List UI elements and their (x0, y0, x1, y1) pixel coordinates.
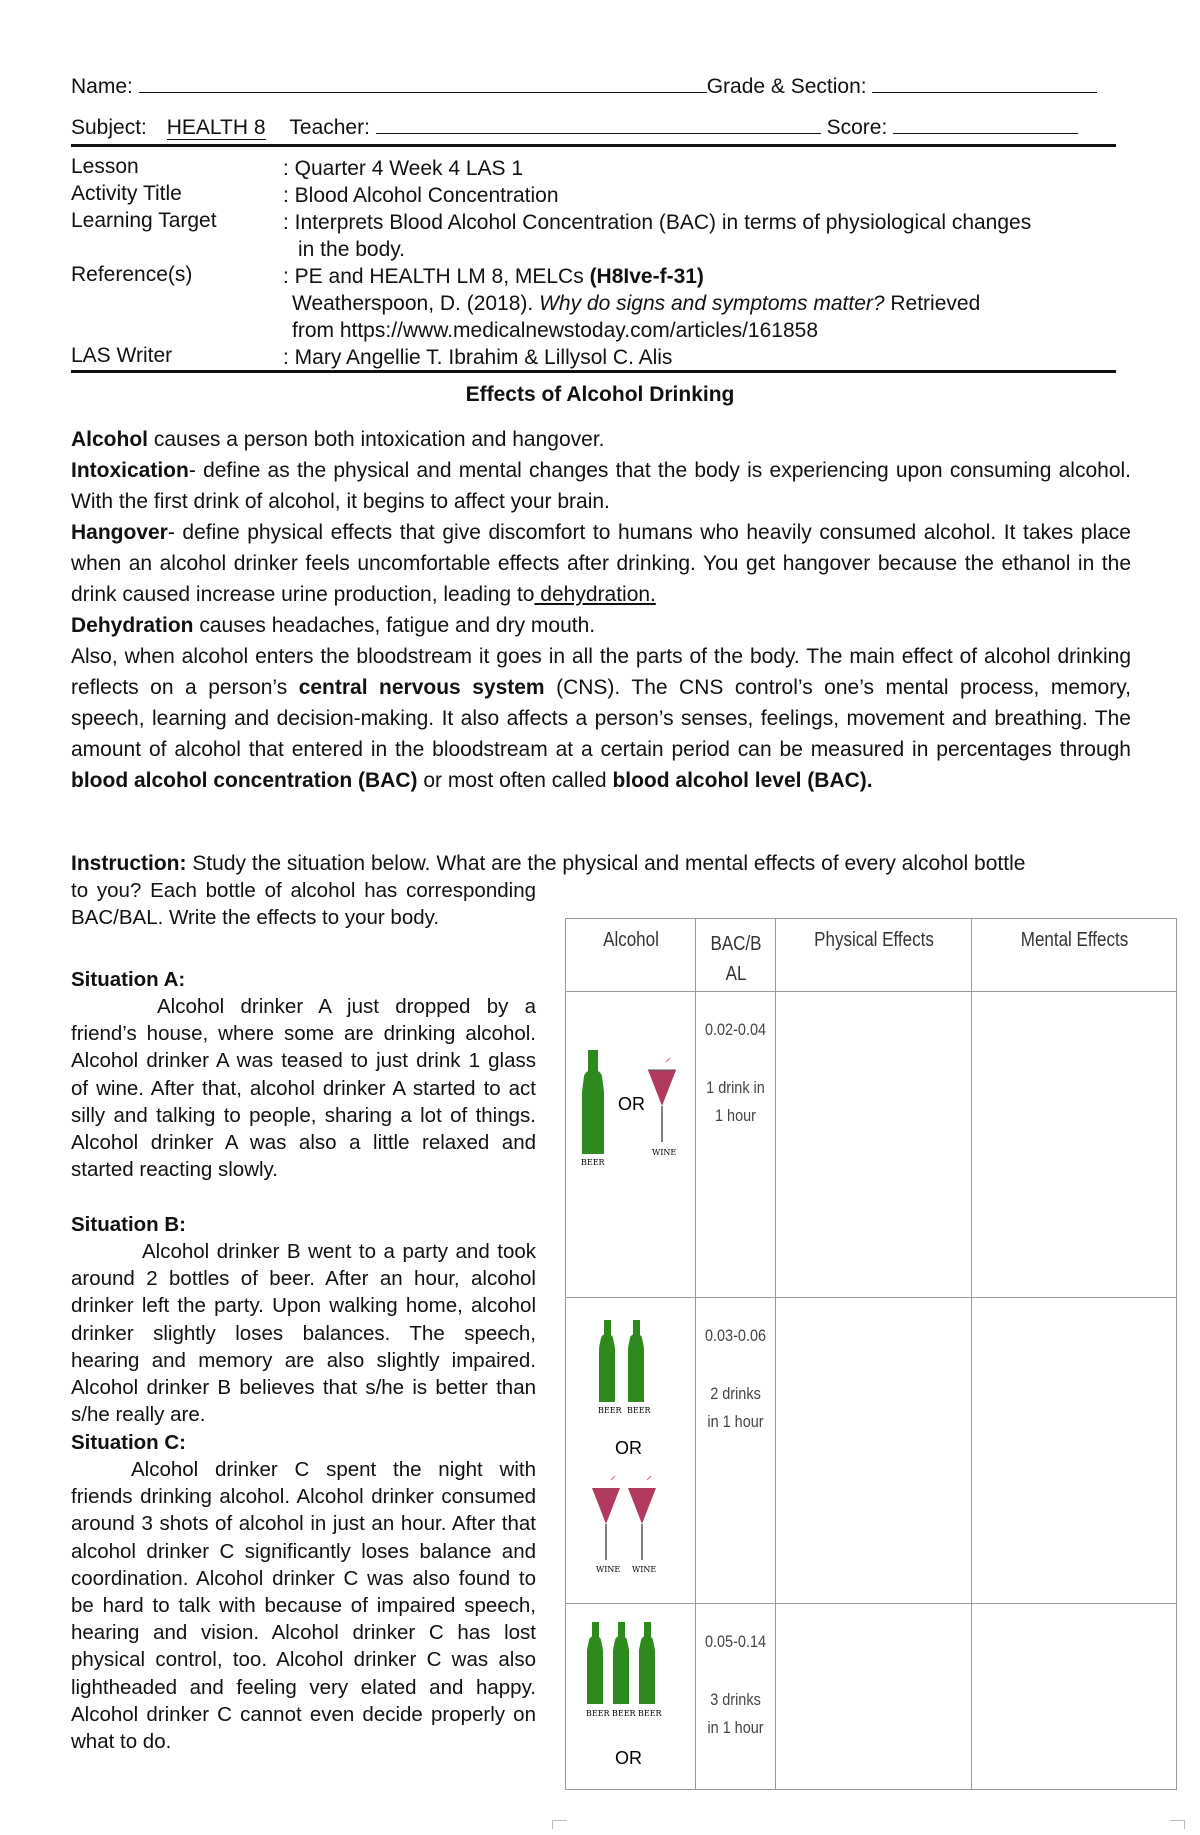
writer-value: : Mary Angellie T. Ibrahim & Lillysol C. Alis (283, 346, 673, 369)
paragraph-dehydration (71, 610, 1131, 641)
beer-or-wine-icon (566, 992, 696, 1292)
table-row-c (566, 1604, 1177, 1790)
situation-a-text: Alcohol drinker A just dropped by a friend’s house, where some are drinking alcohol. Alcohol drinker A was teased to just drink 1 glass of wine. After that, alcohol drinker A started to act silly and talking to people, sharing a lot of things. Alcohol drinker A was also a little relaxed and started reacting slowly. (71, 995, 536, 1182)
melc-code: (H8Ive-f-31) (589, 265, 704, 288)
or-label-a: OR (618, 1094, 645, 1114)
header-bac (702, 919, 770, 992)
name-row (71, 72, 1097, 99)
citation-retrieved: Retrieved (884, 292, 981, 315)
subject-row (71, 113, 1078, 140)
mental-effects-a[interactable] (972, 992, 1177, 1298)
header-divider (71, 144, 1116, 147)
bac-range-b: 0.03-0.06 (704, 1326, 767, 1345)
activity-value: : Blood Alcohol Concentration (283, 184, 559, 207)
header-physical: Physical Effects (790, 919, 957, 992)
wine-label: WINE (632, 1565, 657, 1574)
subject-label: Subject: (71, 116, 147, 139)
beer-label: BEER (638, 1709, 662, 1718)
reference-line2 (292, 290, 1152, 317)
header-mental: Mental Effects (987, 919, 1161, 992)
beer-label: BEER (627, 1406, 651, 1415)
paragraph-alcohol (71, 424, 1131, 455)
bac-cell-c (696, 1604, 776, 1790)
three-beers-icon (566, 1604, 696, 1784)
beer-label: BEER (586, 1709, 610, 1718)
corner-mark-left (552, 1820, 567, 1829)
teacher-label: Teacher: (289, 116, 370, 139)
term-dehydration: Dehydration (71, 614, 194, 637)
score-field[interactable] (893, 113, 1078, 134)
header-bac-text: BAC/BAL (709, 933, 762, 985)
reference-line1 (283, 263, 1143, 290)
bac-cell-a (696, 992, 776, 1298)
writer-label: LAS Writer (71, 344, 173, 367)
corner-mark-right (1170, 1820, 1185, 1829)
grade-label: Grade & Section: (706, 75, 867, 98)
reference-line3: from https://www.medicalnewstoday.com/articles/161858 (292, 319, 819, 342)
beer-label: BEER (612, 1709, 636, 1718)
term-hangover: Hangover (71, 521, 168, 544)
dehydration-link: dehydration. (534, 583, 656, 606)
term-bac: blood alcohol concentration (BAC) (71, 769, 418, 792)
paragraph-hangover (71, 517, 1131, 610)
drinks-a-line1: 1 drink in (706, 1078, 765, 1097)
situation-b-text: Alcohol drinker B went to a party and took around 2 bottles of beer. After an hour, alcohol drinker left the party. Upon walking home, alcohol drinker slightly loses balances. The speech, hearing and memory are also slightly impaired. Alcohol drinker B believes that s/he is better than s/he really are. (71, 1240, 536, 1427)
intoxication-text: - define as the physical and mental changes that the body is experiencing upon consuming alcohol. With the first drink of alcohol, it begins to affect your brain. (71, 459, 1131, 513)
name-label: Name: (71, 75, 133, 98)
citation-author: Weatherspoon, D. (2018). (292, 292, 540, 315)
term-intoxication: Intoxication (71, 459, 189, 482)
situation-c-text: Alcohol drinker C spent the night with friends drinking alcohol. Alcohol drinker consumed around 3 shots of alcohol in just an hour. After that alcohol drinker C significantly loses balance and coordination. Alcohol drinker C was also found to be hard to talk with because of impaired speech, hearing and vision. Alcohol drinker C has lost physical control, too. Alcohol drinker C was also lightheaded and feeling very elated and happy. Alcohol drinker C cannot even decide properly on what to do. (71, 1458, 536, 1754)
citation-title: Why do signs and symptoms matter? (539, 292, 885, 315)
effects-table (565, 918, 1177, 1790)
target-label: Learning Target (71, 209, 217, 232)
name-field[interactable] (139, 72, 707, 93)
teacher-field[interactable] (376, 113, 821, 134)
info-divider (71, 370, 1116, 373)
beer-bottle-icon (599, 1320, 644, 1402)
alcohol-text: causes a person both intoxication and hangover. (148, 428, 605, 451)
wine-glass-icon (592, 1476, 656, 1560)
bac-range-c: 0.05-0.14 (704, 1632, 767, 1651)
term-bal: blood alcohol level (BAC). (612, 769, 873, 792)
activity-label: Activity Title (71, 182, 182, 205)
subject-value: HEALTH 8 (166, 116, 266, 139)
hangover-text: - define physical effects that give discomfort to humans who heavily consumed alcohol. It takes place when an alcohol drinker feels uncomfortable effects after drinking. You get hangover because the ethanol in the drink caused increase urine production, leading to (71, 521, 1131, 606)
target-value-line2: in the body. (298, 238, 406, 261)
dehydration-text: causes headaches, fatigue and dry mouth. (193, 614, 596, 637)
mental-effects-b[interactable] (972, 1298, 1177, 1604)
instruction-line (71, 850, 1131, 877)
beer-bottle-icon (587, 1622, 655, 1704)
beer-bottle-icon (582, 1050, 604, 1154)
term-alcohol: Alcohol (71, 428, 148, 451)
section-title: Effects of Alcohol Drinking (465, 383, 735, 406)
wine-glass-icon (648, 1058, 676, 1142)
table-row-a (566, 992, 1177, 1298)
or-label-b: OR (615, 1438, 642, 1458)
instruction-text-a: Study the situation below. What are the physical and mental effects of every alcohol bottle (186, 852, 1026, 875)
grade-field[interactable] (872, 72, 1097, 93)
situation-c-label: Situation C: (71, 1431, 187, 1454)
alcohol-cell-b (566, 1298, 696, 1604)
drinks-a-line2: 1 hour (715, 1106, 756, 1125)
physical-effects-c[interactable] (776, 1604, 972, 1790)
or-label-c: OR (615, 1748, 642, 1768)
cns-text-c: (CNS). The CNS control’s one’s mental process, memory, speech, learning and decision-making. It also affects a person’s senses, feelings, movement and breathing. The amount of alcohol that entered in the bloodstream at a certain period can be measured in percentages through (71, 676, 1131, 761)
cns-text-e: or most often called (417, 769, 613, 792)
mental-effects-c[interactable] (972, 1604, 1177, 1790)
header-alcohol: Alcohol (575, 919, 686, 992)
term-cns: central nervous system (298, 676, 545, 699)
physical-effects-a[interactable] (776, 992, 972, 1298)
score-label: Score: (826, 116, 888, 139)
drinks-c-line2: in 1 hour (707, 1718, 764, 1737)
drinks-c-line1: 3 drinks (710, 1690, 761, 1709)
instruction-continued: to you? Each bottle of alcohol has corresponding BAC/BAL. Write the effects to your body. (71, 879, 536, 930)
paragraph-cns (71, 641, 1131, 796)
bac-cell-b (696, 1298, 776, 1604)
cns-text-a: Also, when alcohol enters the bloodstream it goes in all the parts of the body. The main effect of alcohol drinking reflects on a person’s (71, 645, 1131, 699)
bac-range-a: 0.02-0.04 (704, 1020, 767, 1039)
drinks-b-line1: 2 drinks (710, 1384, 761, 1403)
wine-label: WINE (652, 1148, 677, 1157)
target-value-line1: : Interprets Blood Alcohol Concentration (BAC) in terms of physiological changes (283, 211, 1032, 234)
two-beers-or-two-wines-icon (566, 1298, 696, 1598)
instruction-label: Instruction: (71, 852, 187, 875)
alcohol-cell-a (566, 992, 696, 1298)
beer-label: BEER (581, 1158, 605, 1167)
reference-text: : PE and HEALTH LM 8, MELCs (283, 265, 590, 288)
situation-a-label: Situation A: (71, 968, 186, 991)
reference-label: Reference(s) (71, 263, 193, 286)
beer-label: BEER (598, 1406, 622, 1415)
physical-effects-b[interactable] (776, 1298, 972, 1604)
situation-b-label: Situation B: (71, 1213, 187, 1236)
alcohol-cell-c (566, 1604, 696, 1790)
lesson-label: Lesson (71, 155, 139, 178)
paragraph-intoxication (71, 455, 1131, 517)
table-row-b (566, 1298, 1177, 1604)
lesson-value: : Quarter 4 Week 4 LAS 1 (283, 157, 524, 180)
wine-label: WINE (596, 1565, 621, 1574)
drinks-b-line2: in 1 hour (707, 1412, 764, 1431)
